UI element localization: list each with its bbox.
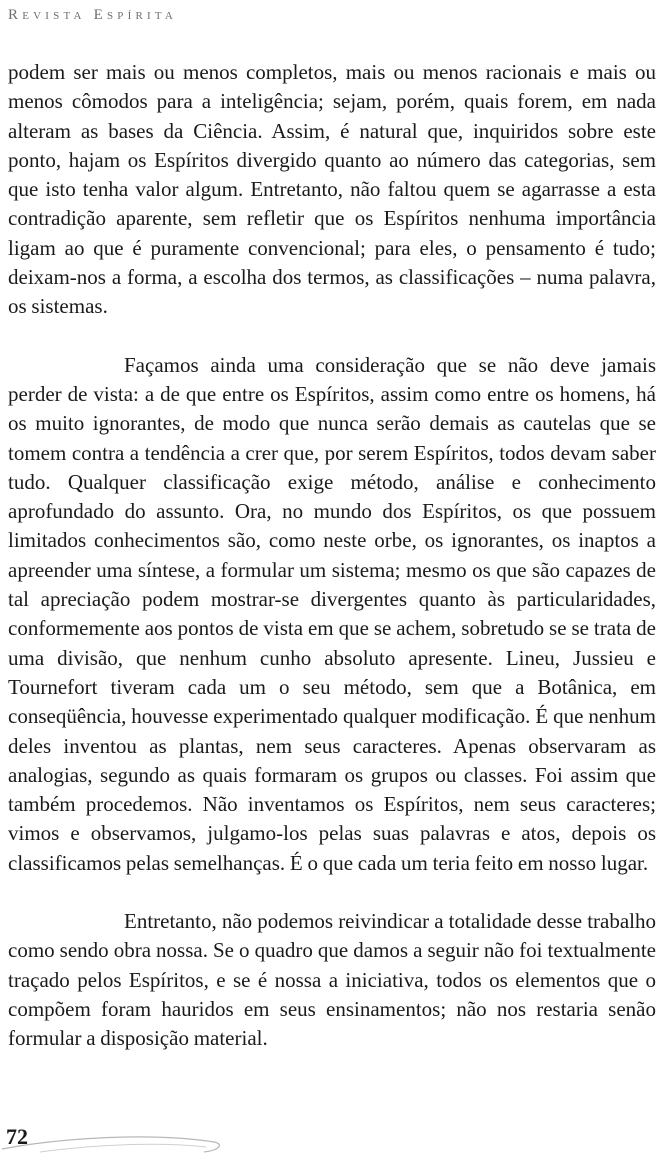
paragraph-continuation: podem ser mais ou menos completos, mais ou menos racionais e mais ou menos cômodos para a inteligência; sejam, porém, quais forem, em nada alteram as bases da Ciência. Assim, é natural que, inquiridos sobre este ponto, hajam os Espíritos divergido quanto ao número das categorias, sem que isto tenha valor algum. Entretanto, não faltou quem se agarrasse a esta contradição aparente, sem refletir que os Espíritos nenhuma importância ligam ao que é puramente convencional; para eles, o pensamento é tudo; deixam-nos a forma, a escolha dos termos, as classificações – numa palavra, os sistemas. [8,60,656,319]
paragraph-consideration: Façamos ainda uma consideração que se não deve jamais perder de vista: a de que entre os Espíritos, assim como entre os homens, há os muito ignorantes, de modo que nunca serão demais as cautelas que se tomem contra a tendência a crer que, por serem Espíritos, todos devam saber tudo. Qualquer classificação exige método, análise e conhecimento aprofundado do assunto. Ora, no mundo dos Espíritos, os que possuem limitados conhecimentos são, como neste orbe, os ignorantes, os inaptos a apreender uma síntese, a formular um sistema; mesmo os que são capazes de tal apreciação podem mostrar-se divergentes quanto às particularidades, conformemente aos pontos de vista em que se achem, sobretudo se se trata de uma divisão, que nenhum cunho absoluto apresente. Lineu, Jussieu e Tournefort tiveram cada um o seu método, sem que a Botânica, em conseqüência, houvesse experimentado qualquer modificação. É que nenhum deles inventou as plantas, nem seus caracteres. Apenas observaram as analogias, segundo as quais formaram os grupos ou classes. Foi assim que também procedemos. Não inventamos os Espíritos, nem seus caracteres; vimos e observamos, julgamo-los pelas suas palavras e atos, depois os classificamos pelas semelhanças. É o que cada um teria feito em nosso lugar. [8,352,656,875]
footer-swoosh-ornament [0,1130,240,1154]
paragraph-conclusion: Entretanto, não podemos reivindicar a totalidade desse trabalho como sendo obra nossa. Se o quadro que damos a seguir não foi textualmente traçado pelos Espíritos, e se é nossa a iniciativa, todos os elementos que o compõem foram hauridos em seus ensinamentos; não nos restaria senão formular a disposição material. [8,909,656,1051]
page-body [8,58,656,1054]
running-header: Revista Espírita [8,7,178,23]
page-number: 72 [6,1124,28,1149]
